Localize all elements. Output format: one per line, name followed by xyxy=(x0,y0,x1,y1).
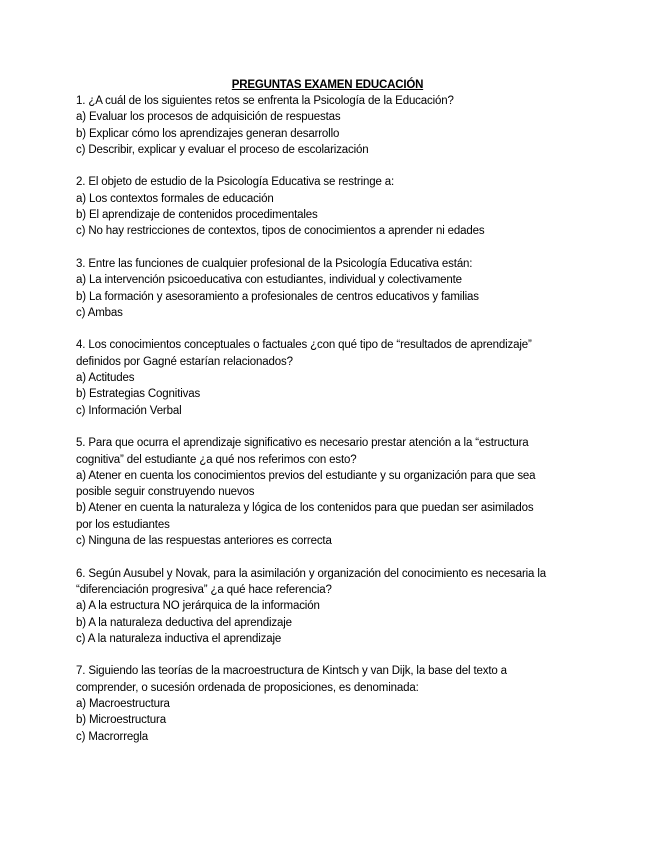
question-line: definidos por Gagné estarían relacionados? xyxy=(76,355,293,368)
question-line: b) Atener en cuenta la naturaleza y lógica de los contenidos para que puedan ser asimilados xyxy=(76,502,534,515)
question-line: c) Ambas xyxy=(76,306,123,319)
question-line: c) No hay restricciones de contextos, tipos de conocimientos a aprender ni edades xyxy=(76,225,485,238)
question-1 xyxy=(76,93,581,158)
question-line: a) Atener en cuenta los conocimientos previos del estudiante y su organización para que sea xyxy=(76,469,536,482)
question-line: a) Los contextos formales de educación xyxy=(76,192,274,205)
question-text-line: 3. Entre las funciones de cualquier profesional de la Psicología Educativa están: xyxy=(76,257,473,270)
question-text-line: 7. Siguiendo las teorías de la macroestructura de Kintsch y van Dijk, la base del texto a xyxy=(76,665,507,678)
question-line: a) Evaluar los procesos de adquisición de respuestas xyxy=(76,111,341,124)
question-text-line: 4. Los conocimientos conceptuales o factuales ¿con qué tipo de “resultados de aprendizaje” xyxy=(76,339,532,352)
question-line: b) Explicar cómo los aprendizajes generan desarrollo xyxy=(76,127,340,140)
question-7 xyxy=(76,663,581,744)
questions-list xyxy=(76,93,581,761)
question-line: a) Macroestructura xyxy=(76,697,170,710)
question-line: c) Describir, explicar y evaluar el proceso de escolarización xyxy=(76,143,369,156)
question-5 xyxy=(76,435,581,549)
question-6 xyxy=(76,566,581,647)
question-line: c) Ninguna de las respuestas anteriores es correcta xyxy=(76,535,332,548)
question-text-line: 5. Para que ocurra el aprendizaje significativo es necesario prestar atención a la “estructura xyxy=(76,437,529,450)
question-line: a) A la estructura NO jerárquica de la información xyxy=(76,600,320,613)
question-text-line: 6. Según Ausubel y Novak, para la asimilación y organización del conocimiento es necesaria la xyxy=(76,567,546,580)
question-text-line: 2. El objeto de estudio de la Psicología Educativa se restringe a: xyxy=(76,176,395,189)
question-line: posible seguir construyendo nuevos xyxy=(76,486,255,499)
question-line: a) La intervención psicoeducativa con estudiantes, individual y colectivamente xyxy=(76,274,462,287)
question-line: c) Macrorregla xyxy=(76,730,149,743)
question-line: b) El aprendizaje de contenidos procedimentales xyxy=(76,209,318,222)
question-2 xyxy=(76,174,581,239)
question-3 xyxy=(76,256,581,321)
question-line: b) Microestructura xyxy=(76,714,166,727)
question-line: c) A la naturaleza inductiva el aprendizaje xyxy=(76,632,282,645)
question-line: comprender, o sucesión ordenada de proposiciones, es denominada: xyxy=(76,681,419,694)
document-title: PREGUNTAS EXAMEN EDUCACIÓN xyxy=(231,79,424,91)
question-line: a) Actitudes xyxy=(76,372,135,385)
question-4 xyxy=(76,337,581,418)
question-line: b) La formación y asesoramiento a profesionales de centros educativos y familias xyxy=(76,290,479,303)
question-line: cognitiva” del estudiante ¿a qué nos referimos con esto? xyxy=(76,453,357,466)
question-line: b) Estrategias Cognitivas xyxy=(76,388,201,401)
question-line: b) A la naturaleza deductiva del aprendizaje xyxy=(76,616,292,629)
question-line: “diferenciación progresiva” ¿a qué hace referencia? xyxy=(76,583,332,596)
question-line: por los estudiantes xyxy=(76,518,170,531)
question-text-line: 1. ¿A cuál de los siguientes retos se enfrenta la Psicología de la Educación? xyxy=(76,95,454,107)
question-line: c) Información Verbal xyxy=(76,404,182,417)
